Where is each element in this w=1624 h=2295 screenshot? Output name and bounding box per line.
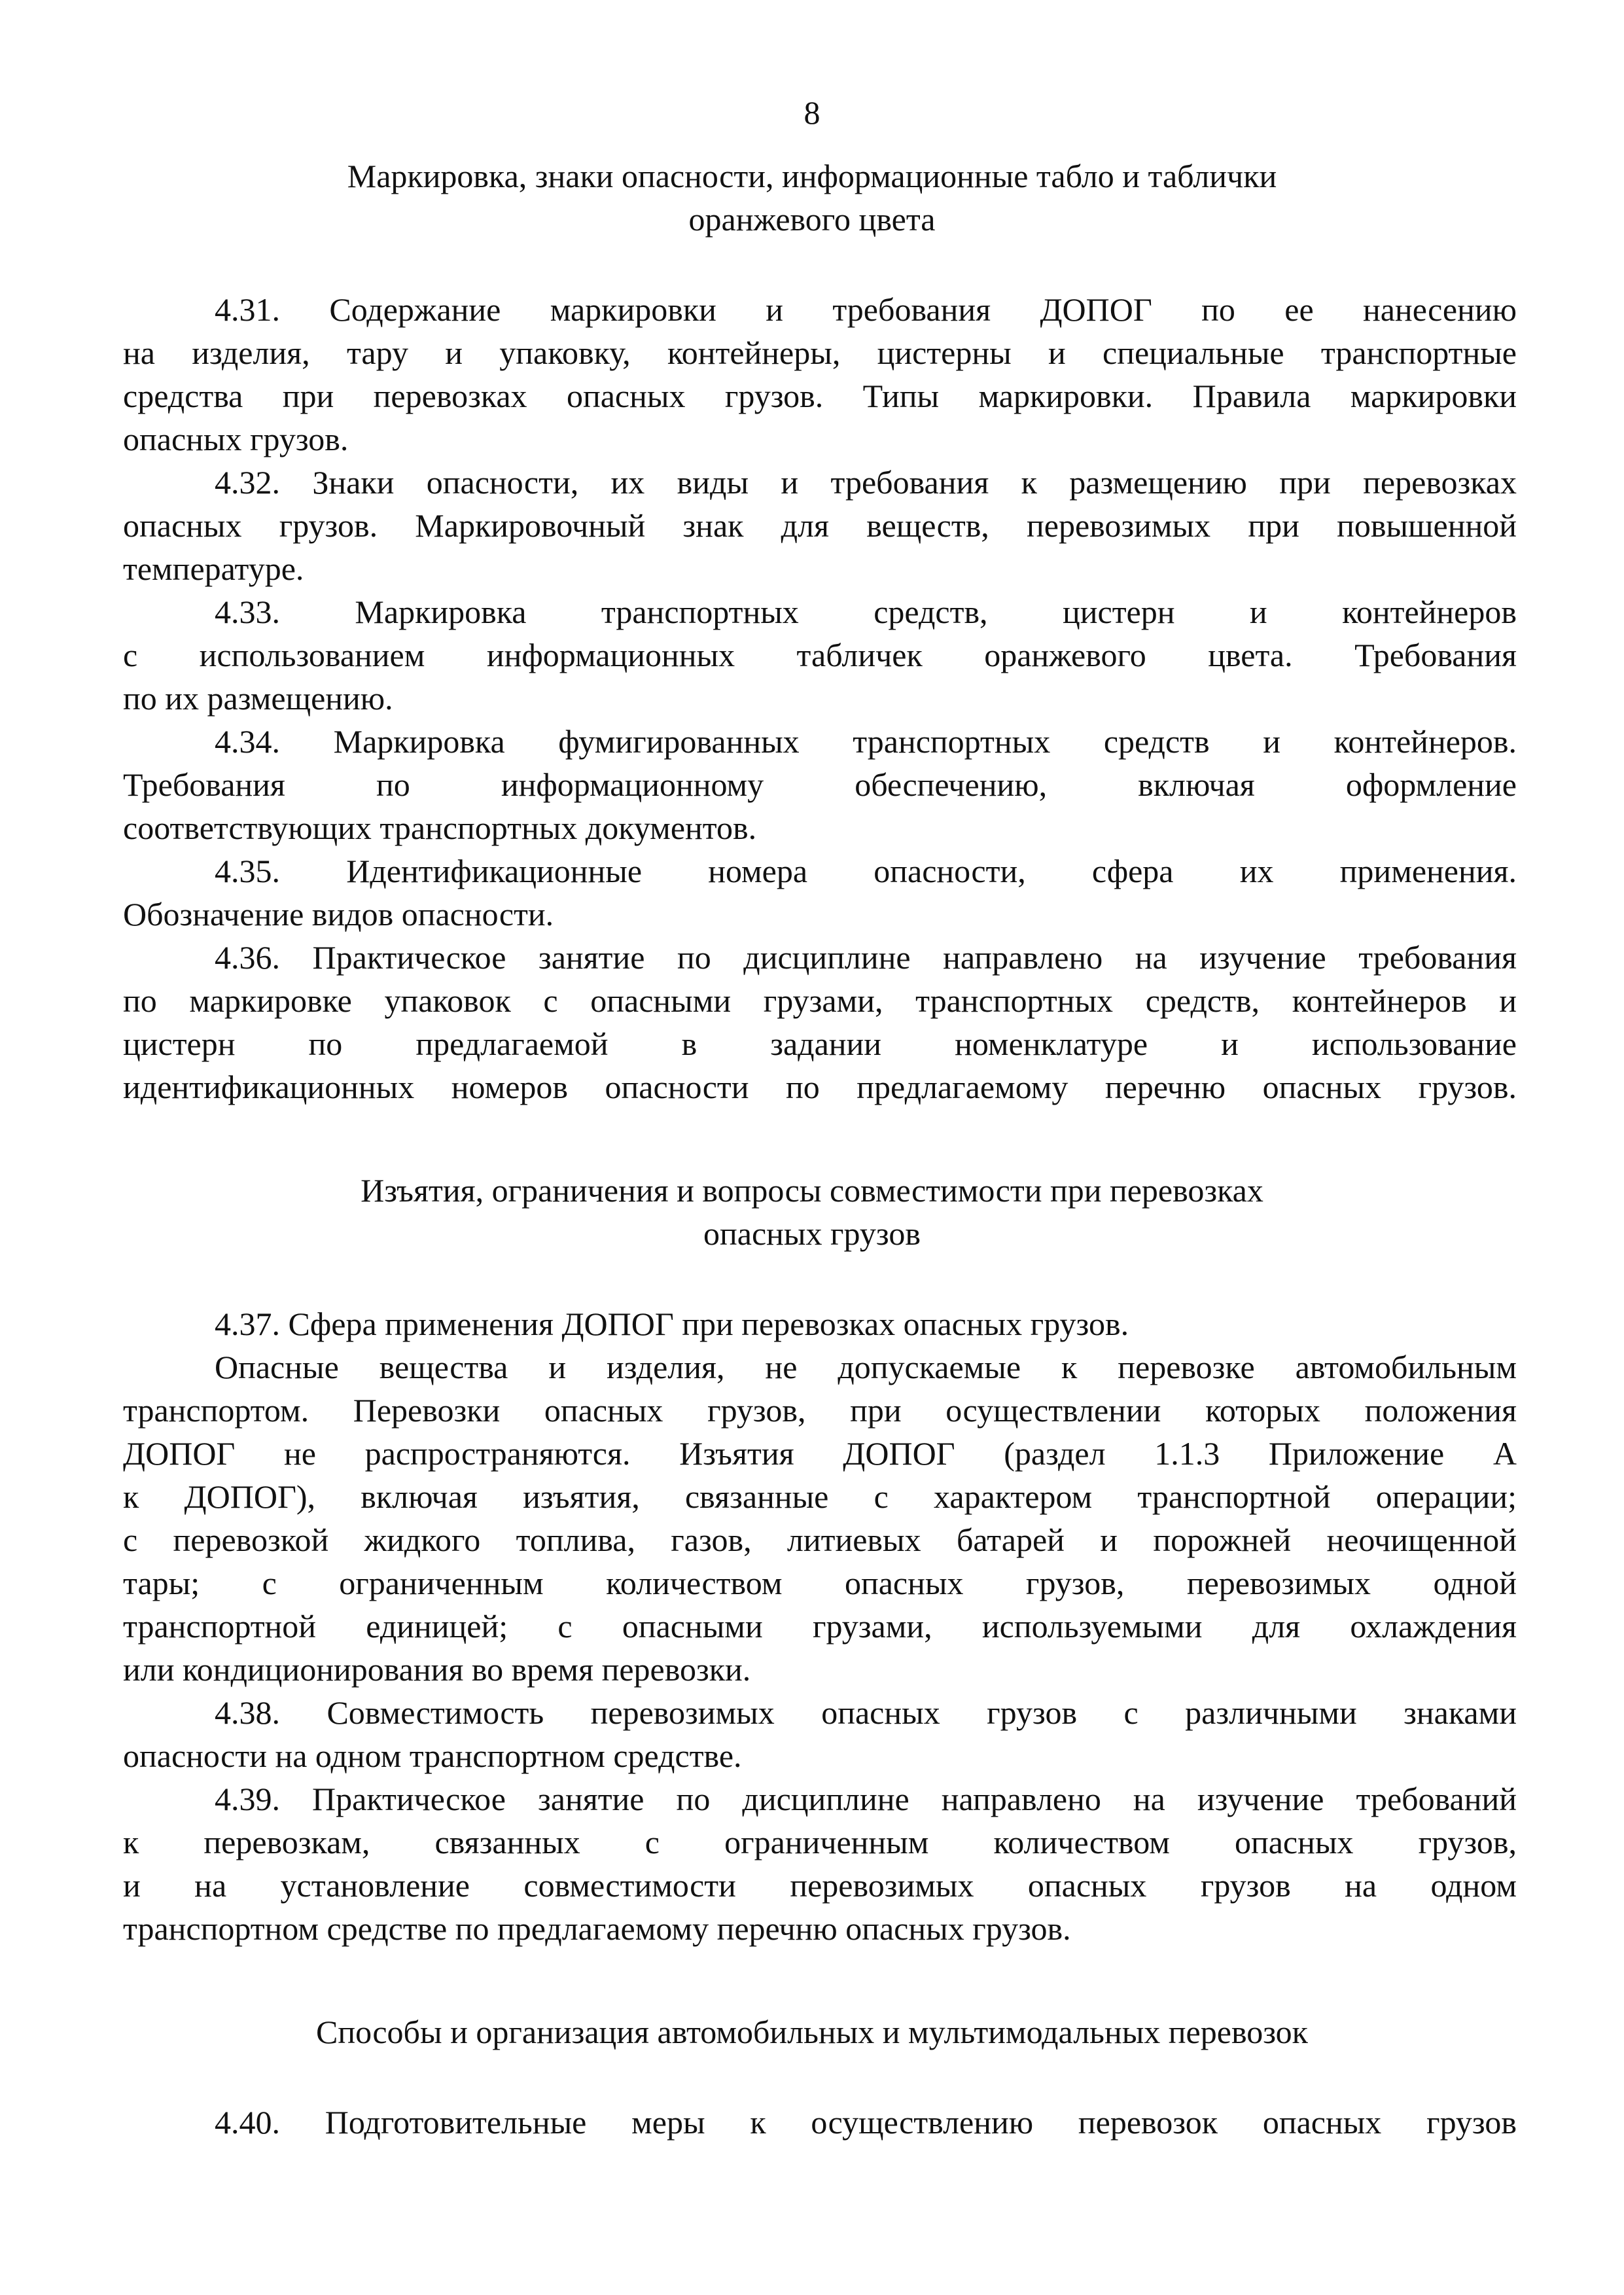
paragraph-4-37 (123, 1302, 1517, 1345)
paragraph-4-36 (123, 936, 1517, 1109)
heading-line: оранжевого цвета (688, 201, 936, 238)
paragraph-line: на изделия, тару и упаковку, контейнеры, цистерны и специальные транспортные (123, 334, 1517, 371)
section-heading-marking (216, 154, 1408, 241)
paragraph-line: тары; с ограниченным количеством опасных грузов, перевозимых одной (123, 1565, 1517, 1601)
paragraph-4-40 (123, 2101, 1517, 2144)
paragraph-line: транспортом. Перевозки опасных грузов, при осуществлении которых положения (123, 1392, 1517, 1429)
paragraph-line: 4.33. Маркировка транспортных средств, цистерн и контейнеров (215, 594, 1517, 630)
paragraph-line: по маркировке упаковок с опасными грузами, транспортных средств, контейнеров и (123, 982, 1517, 1019)
paragraph-line: соответствующих транспортных документов. (123, 809, 757, 846)
paragraph-line: к ДОПОГ), включая изъятия, связанные с характером транспортной операции; (123, 1478, 1517, 1515)
page-number: 8 (803, 94, 821, 131)
paragraph-line: температуре. (123, 550, 304, 587)
paragraph-line: к перевозкам, связанных с ограниченным количеством опасных грузов, (123, 1824, 1517, 1860)
paragraph-line: 4.32. Знаки опасности, их виды и требования к размещению при перевозках (215, 464, 1517, 501)
paragraph-4-38 (123, 1691, 1517, 1777)
paragraph-line: идентификационных номеров опасности по предлагаемому перечню опасных грузов. (123, 1069, 1517, 1105)
paragraph-line: опасных грузов. (123, 421, 349, 457)
paragraph-line: с использованием информационных табличек оранжевого цвета. Требования (123, 637, 1517, 673)
paragraph-4-34 (123, 720, 1517, 849)
paragraph-line: транспортной единицей; с опасными грузами, используемыми для охлаждения (123, 1608, 1517, 1645)
section-heading-methods (216, 2010, 1408, 2054)
heading-line: Маркировка, знаки опасности, информационные табло и таблички (347, 158, 1277, 194)
paragraph-line: Опасные вещества и изделия, не допускаемые к перевозке автомобильным (215, 1349, 1517, 1385)
paragraph-line: 4.40. Подготовительные меры к осуществлению перевозок опасных грузов (215, 2104, 1517, 2141)
paragraph-4-35 (123, 849, 1517, 936)
paragraph-4-39 (123, 1777, 1517, 1950)
paragraph-line: 4.34. Маркировка фумигированных транспортных средств и контейнеров. (215, 723, 1517, 760)
paragraph-line: 4.31. Содержание маркировки и требования ДОПОГ по ее нанесению (215, 291, 1517, 328)
paragraph-line: транспортном средстве по предлагаемому перечню опасных грузов. (123, 1910, 1071, 1947)
paragraph-line: 4.36. Практическое занятие по дисциплине направлено на изучение требования (215, 939, 1517, 976)
paragraph-line: Требования по информационному обеспечению, включая оформление (123, 766, 1517, 803)
paragraph-line: средства при перевозках опасных грузов. Типы маркировки. Правила маркировки (123, 378, 1517, 414)
paragraph-line: 4.39. Практическое занятие по дисциплине направлено на изучение требований (215, 1781, 1517, 1817)
paragraph-line: ДОПОГ не распространяются. Изъятия ДОПОГ (раздел 1.1.3 Приложение А (123, 1435, 1517, 1472)
paragraph-line: 4.37. Сфера применения ДОПОГ при перевозках опасных грузов. (215, 1306, 1129, 1342)
heading-line: Изъятия, ограничения и вопросы совместимости при перевозках (361, 1172, 1263, 1209)
paragraph-line: с перевозкой жидкого топлива, газов, литиевых батарей и порожней неочищенной (123, 1521, 1517, 1558)
heading-line: Способы и организация автомобильных и мультимодальных перевозок (316, 2014, 1308, 2050)
paragraph-4-33 (123, 590, 1517, 720)
paragraph-line: по их размещению. (123, 680, 393, 717)
paragraph-line: или кондиционирования во время перевозки. (123, 1651, 751, 1688)
heading-line: опасных грузов (703, 1215, 921, 1252)
paragraph-line: опасности на одном транспортном средстве. (123, 1737, 742, 1774)
paragraph-4-32 (123, 461, 1517, 590)
section-heading-exemptions (216, 1169, 1408, 1255)
paragraph-line: Обозначение видов опасности. (123, 896, 554, 933)
paragraph-line: цистерн по предлагаемой в задании номенклатуре и использование (123, 1025, 1517, 1062)
paragraph-line: 4.38. Совместимость перевозимых опасных грузов с различными знаками (215, 1694, 1517, 1731)
paragraph-line: и на установление совместимости перевозимых опасных грузов на одном (123, 1867, 1517, 1904)
paragraph-line: опасных грузов. Маркировочный знак для веществ, перевозимых при повышенной (123, 507, 1517, 544)
paragraph-line: 4.35. Идентификационные номера опасности, сфера их применения. (215, 853, 1517, 889)
paragraph-4-31 (123, 288, 1517, 461)
paragraph-dangerous-substances (123, 1345, 1517, 1691)
